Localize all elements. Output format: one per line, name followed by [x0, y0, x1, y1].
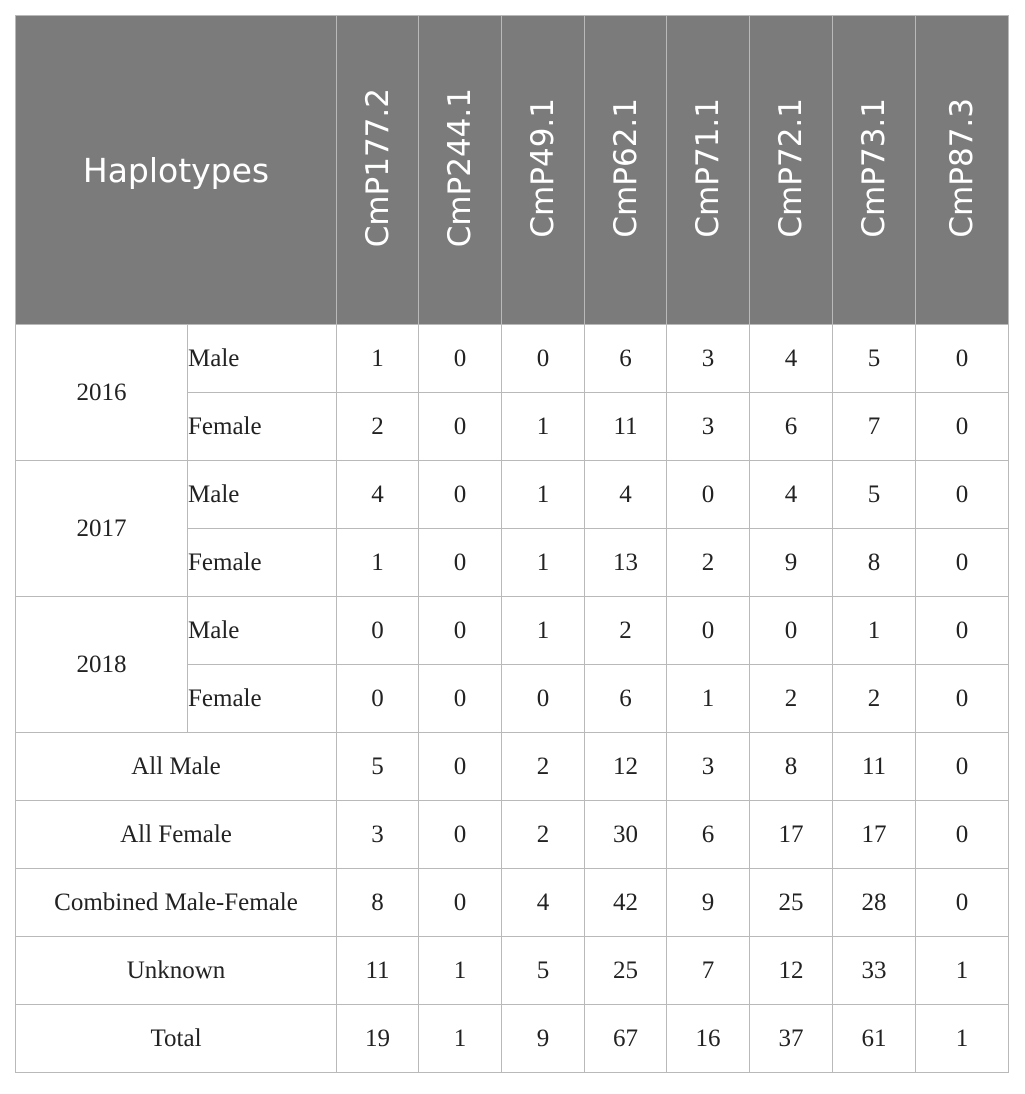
value-cell: 1: [502, 529, 585, 597]
value-cell: 0: [916, 393, 1009, 461]
summary-label: Unknown: [16, 937, 337, 1005]
value-cell: 16: [667, 1005, 750, 1073]
value-cell: 5: [337, 733, 419, 801]
column-header: [502, 16, 585, 325]
sex-cell: Male: [188, 325, 337, 393]
value-cell: 28: [833, 869, 916, 937]
value-cell: 1: [419, 1005, 502, 1073]
value-cell: 0: [419, 597, 502, 665]
value-cell: 12: [585, 733, 667, 801]
value-cell: 25: [585, 937, 667, 1005]
value-cell: 61: [833, 1005, 916, 1073]
value-cell: 11: [833, 733, 916, 801]
summary-row: [16, 733, 1009, 801]
value-cell: 0: [419, 665, 502, 733]
header-haplotypes: Haplotypes: [16, 16, 337, 325]
value-cell: 1: [916, 937, 1009, 1005]
value-cell: 6: [585, 665, 667, 733]
column-header: [667, 16, 750, 325]
column-header-label: CmP72.1: [773, 98, 810, 238]
value-cell: 9: [750, 529, 833, 597]
value-cell: 0: [916, 733, 1009, 801]
value-cell: 1: [833, 597, 916, 665]
value-cell: 42: [585, 869, 667, 937]
value-cell: 0: [337, 597, 419, 665]
sex-cell: Female: [188, 665, 337, 733]
column-header-label: CmP71.1: [690, 98, 727, 238]
value-cell: 7: [667, 937, 750, 1005]
value-cell: 11: [585, 393, 667, 461]
value-cell: 11: [337, 937, 419, 1005]
value-cell: 4: [750, 461, 833, 529]
value-cell: 4: [337, 461, 419, 529]
sex-cell: Male: [188, 461, 337, 529]
value-cell: 8: [337, 869, 419, 937]
value-cell: 0: [502, 325, 585, 393]
table-row: [16, 461, 1009, 529]
value-cell: 2: [833, 665, 916, 733]
value-cell: 1: [419, 937, 502, 1005]
summary-row: [16, 937, 1009, 1005]
value-cell: 6: [585, 325, 667, 393]
value-cell: 1: [667, 665, 750, 733]
column-header: [585, 16, 667, 325]
value-cell: 17: [833, 801, 916, 869]
value-cell: 1: [502, 461, 585, 529]
column-header-label: CmP177.2: [359, 88, 396, 248]
value-cell: 6: [667, 801, 750, 869]
value-cell: 4: [502, 869, 585, 937]
column-header: [750, 16, 833, 325]
table-body: [16, 325, 1009, 1073]
value-cell: 0: [916, 801, 1009, 869]
value-cell: 6: [750, 393, 833, 461]
value-cell: 37: [750, 1005, 833, 1073]
value-cell: 0: [916, 529, 1009, 597]
value-cell: 25: [750, 869, 833, 937]
value-cell: 4: [585, 461, 667, 529]
value-cell: 0: [916, 665, 1009, 733]
table-row: [16, 597, 1009, 665]
value-cell: 5: [502, 937, 585, 1005]
value-cell: 0: [419, 869, 502, 937]
value-cell: 13: [585, 529, 667, 597]
value-cell: 2: [585, 597, 667, 665]
column-header-label: CmP62.1: [607, 98, 644, 238]
value-cell: 17: [750, 801, 833, 869]
value-cell: 8: [833, 529, 916, 597]
value-cell: 0: [916, 325, 1009, 393]
value-cell: 33: [833, 937, 916, 1005]
value-cell: 2: [667, 529, 750, 597]
value-cell: 0: [750, 597, 833, 665]
value-cell: 2: [337, 393, 419, 461]
value-cell: 2: [502, 801, 585, 869]
value-cell: 5: [833, 325, 916, 393]
value-cell: 19: [337, 1005, 419, 1073]
value-cell: 0: [667, 597, 750, 665]
year-cell: 2016: [16, 325, 188, 461]
sex-cell: Female: [188, 393, 337, 461]
value-cell: 3: [667, 325, 750, 393]
summary-label: All Female: [16, 801, 337, 869]
summary-label: Combined Male-Female: [16, 869, 337, 937]
column-header: [833, 16, 916, 325]
value-cell: 30: [585, 801, 667, 869]
value-cell: 2: [750, 665, 833, 733]
year-cell: 2017: [16, 461, 188, 597]
value-cell: 0: [502, 665, 585, 733]
value-cell: 1: [337, 529, 419, 597]
value-cell: 7: [833, 393, 916, 461]
value-cell: 1: [502, 597, 585, 665]
value-cell: 2: [502, 733, 585, 801]
column-header: [916, 16, 1009, 325]
column-header: [337, 16, 419, 325]
summary-row: [16, 801, 1009, 869]
column-header-label: CmP244.1: [442, 88, 479, 248]
value-cell: 0: [419, 325, 502, 393]
value-cell: 67: [585, 1005, 667, 1073]
value-cell: 5: [833, 461, 916, 529]
value-cell: 0: [419, 529, 502, 597]
value-cell: 0: [419, 461, 502, 529]
summary-label: All Male: [16, 733, 337, 801]
value-cell: 1: [502, 393, 585, 461]
value-cell: 0: [419, 733, 502, 801]
header-row: [16, 16, 1009, 325]
year-cell: 2018: [16, 597, 188, 733]
value-cell: 4: [750, 325, 833, 393]
column-header: [419, 16, 502, 325]
sex-cell: Male: [188, 597, 337, 665]
summary-row: [16, 1005, 1009, 1073]
value-cell: 0: [337, 665, 419, 733]
value-cell: 1: [337, 325, 419, 393]
value-cell: 0: [916, 461, 1009, 529]
sex-cell: Female: [188, 529, 337, 597]
value-cell: 0: [916, 869, 1009, 937]
value-cell: 1: [916, 1005, 1009, 1073]
column-header-label: CmP73.1: [856, 98, 893, 238]
value-cell: 3: [337, 801, 419, 869]
column-header-label: CmP87.3: [944, 98, 981, 238]
value-cell: 0: [419, 393, 502, 461]
value-cell: 12: [750, 937, 833, 1005]
value-cell: 0: [667, 461, 750, 529]
value-cell: 3: [667, 393, 750, 461]
summary-label: Total: [16, 1005, 337, 1073]
value-cell: 0: [419, 801, 502, 869]
value-cell: 3: [667, 733, 750, 801]
value-cell: 8: [750, 733, 833, 801]
value-cell: 9: [667, 869, 750, 937]
summary-row: [16, 869, 1009, 937]
value-cell: 9: [502, 1005, 585, 1073]
haplotype-table: [15, 15, 1009, 1073]
column-header-label: CmP49.1: [525, 98, 562, 238]
value-cell: 0: [916, 597, 1009, 665]
table-row: [16, 325, 1009, 393]
